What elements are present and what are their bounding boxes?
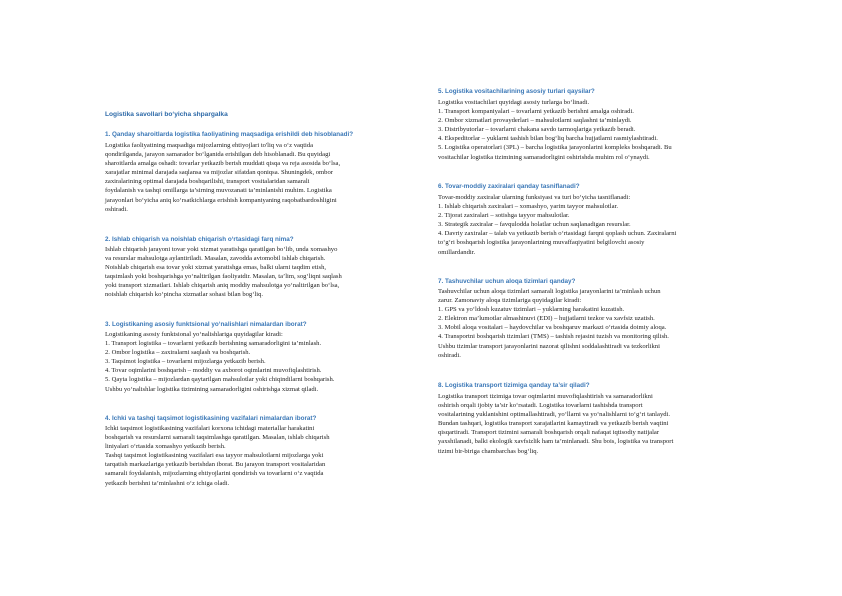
answer-line: Ichki taqsimot logistikasining vazifalari korxona ichidagi materiallar harakatini [105,425,315,432]
question-7-heading: 7. Tashuvchilar uchun aloqa tizimlari qanday? [438,278,576,285]
answer-line: Ishlab chiqarish jarayoni tovar yoki xizmat yaratishga qaratilgan bo‘lib, unda xomashyo [105,246,338,253]
answer-line: foydalanish va tashqi omillarga ta’sirning muvozanati ta’minlanishi muhim. Logistika [105,187,332,195]
answer-line: 1. Transport logistika – tovarlarni yetkazib berishning samaradorligini ta’minlash. [105,340,322,348]
answer-line: vositalarining yuklanishini optimallashtiradi, yo‘llarni va yo‘nalishlarni to‘g‘ri tanlaydi. [438,411,671,419]
answer-line: oshiradi. [105,205,128,213]
answer-line: 2. Tijorat zaxiralari – sotishga tayyor mahsulotlar. [438,212,570,220]
answer-line: 5. Qayta logistika – mijozlardan qaytarilgan mahsulotlar yoki chiqindilarni boshqarish. [105,376,335,384]
answer-line: oshirish orqali ijobiy ta’sir ko‘rsatadi. Logistika tovarlarni tashishda transport [438,402,643,410]
answer-line: xarajatlar minimal darajada saqlansa va mijozlar sifatdan qoniqsa. Shuningdek, ombor [105,169,333,177]
answer-line: 2. Ombor logistika – zaxiralarni saqlash va boshqarish. [105,349,251,357]
answer-line: Logistikaning asosiy funktsional yo‘nalishlariga quyidagilar kiradi: [105,331,283,338]
answer-line: oshiradi. [438,351,461,359]
answer-line: noishlab chiqarish ko‘pincha xizmatlar sohasi bilan bog‘liq. [105,291,264,299]
answer-line: Tashqi taqsimot logistikasining vazifalari esa tayyor mahsulotlarni mijozlarga yoki [105,452,324,460]
answer-line: 4. Davriy zaxiralar – talab va yetkazib berish o‘rtasidagi farqni qoplash uchun. Zaxiralarni [438,230,677,238]
answer-line: vositachilar logistika tizimining samaradorligini oshirishda muhim rol o‘ynaydi. [438,153,650,161]
question-5-answer [438,98,672,162]
answer-line: 3. Strategik zaxiralar – favqulodda holatlar uchun saqlanadigan resurslar. [438,221,631,229]
question-1-answer [105,141,340,214]
answer-line: liniyalari o‘rtasida xomashyo yetkazib berish. [105,443,226,451]
answer-line: 1. Transport kompaniyalari – tovarlarni yetkazib berishni amalga oshiradi. [438,108,634,116]
question-4-answer [105,424,330,488]
answer-line: 4. Ekspeditorlar – yuklarni tashish bilan bog‘liq barcha hujjatlarni rasmiylashtiradi. [438,135,658,143]
document-title: Logistika savollari bo‘yicha shpargalka [105,111,228,118]
answer-line: 3. Mobil aloqa vositalari – haydovchilar va boshqaruv markazi o‘rtasida doimiy aloqa. [438,324,667,332]
question-8-answer [438,392,673,456]
question-7-answer [438,287,669,360]
answer-line: boshqarish va resurslarni samarali taqsimlashga qaratilgan. Masalan, ishlab chiqarish [105,434,330,442]
answer-line: yoki transport xizmatlari. Ishlab chiqarish aniq moddiy mahsulotga yo‘naltirilgan bo‘lsa, [105,282,340,290]
answer-line: Noishlab chiqarish esa tovar yoki xizmat yaratishga emas, balki ularni taqdim etish, [105,264,327,272]
question-5-heading: 5. Logistika vositachilarining asosiy turlari qaysilar? [438,88,595,95]
answer-line: qondirilganda, jarayon samarador bo‘lganida erishilgan deb hisoblanadi. Bu quyidagi [105,151,331,159]
answer-line: Tovar-moddiy zaxiralar ularning funksiyasi va turi bo‘yicha tasniflanadi: [438,194,631,201]
answer-line: tarqatish markazlariga yetkazib berishdan iborat. Bu jarayon transport vositalaridan [105,461,326,469]
answer-line: to‘g‘ri boshqarish logistika jarayonlarining muvaffaqiyatini belgilovchi asosiy [438,239,645,247]
answer-line: samarali foydalanish, mijozlarning ehtiyojlarini qondirish va tovarlarni o‘z vaqtida [105,470,324,478]
question-8-heading: 8. Logistika transport tizimiga qanday ta’sir qiladi? [438,382,590,389]
answer-line: zarur. Zamonaviy aloqa tizimlariga quyidagilar kiradi: [438,297,582,305]
question-2-heading: 2. Ishlab chiqarish va noishlab chiqarish o‘rtasidagi farq nima? [105,236,294,243]
question-4-heading: 4. Ichki va tashqi taqsimot logistikasining vazifalari nimalardan iborat? [105,415,317,422]
answer-line: va resurslar mahsulotga aylantiriladi. Masalan, zavodda avtomobil ishlab chiqarish. [105,255,326,263]
answer-line: Tashuvchilar uchun aloqa tizimlari samarali logistika jarayonlarini ta’minlash uchun [438,288,661,295]
answer-line: Logistika transport tizimiga tovar oqimlarini muvofiqlashtirish va samaradorlikni [438,393,653,400]
answer-line: 1. Ishlab chiqarish zaxiralari – xomashyo, yarim tayyor mahsulotlar. [438,203,618,211]
answer-line: 4. Tovar oqimlarini boshqarish – moddiy va axborot oqimlarini muvofiqlashtirish. [105,367,322,375]
answer-line: Ushbu tizimlar transport jarayonlarini nazorat qilishni soddalashtiradi va tezkorlikni [438,342,660,350]
answer-line: yaxshilanadi, balki ekologik xavfsizlik ham ta’minlanadi. Shu bois, logistika va transport [438,438,674,446]
question-1-heading: 1. Qanday sharoitlarda logistika faoliyatining maqsadiga erishildi deb hisoblanadi? [105,131,354,138]
answer-line: taqsimlash yoki boshqarishga yo‘naltirilgan faoliyatdir. Masalan, ta’lim, sog‘liqni saqlash [105,273,342,281]
answer-line: jarayonlari bo‘yicha aniq ko‘rsatkichlarga erishish kompaniyaning raqobatbardoshligini [105,196,337,204]
answer-line: yetkazib berishni ta’minlashni o‘z ichiga oladi. [105,479,230,487]
answer-line: 2. Elektron ma’lumotlar almashinuvi (EDI) – hujjatlarni tezkor va xavfsiz uzatish. [438,315,655,323]
answer-line: tizimi bir-biriga chambarchas bog‘liq. [438,447,539,455]
answer-line: Logistika vositachilari quyidagi asosiy turlarga bo‘linadi. [438,99,590,106]
answer-line: zaxiralarining optimal darajada boshqarilishi, transport vositalaridan samarali [105,178,310,186]
answer-line: 3. Distribyutorlar – tovarlarni chakana savdo tarmoqlariga yetkazib beradi. [438,126,636,134]
question-3-heading: 3. Logistikaning asosiy funktsional yo‘nalishlari nimalardan iborat? [105,321,307,328]
answer-line: 3. Taqsimot logistika – tovarlarni mijozlarga yetkazib berish. [105,358,266,366]
answer-line: 2. Ombor xizmatlari provayderlari – mahsulotlarni saqlashni ta’minlaydi. [438,117,632,125]
question-3-answer [105,330,334,394]
question-2-answer [105,245,342,300]
answer-line: Logistika faoliyatining maqsadiga mijozlarning ehtiyojlari to'liq va o‘z vaqtida [105,142,314,149]
answer-line: 5. Logistika operatorlari (3PL) – barcha logistika jarayonlarini kompleks boshqaradi. Bu [438,144,672,152]
answer-line: omillardandir. [438,248,476,256]
answer-line: 1. GPS va yo‘ldosh kuzatuv tizimlari – yuklarning harakatini kuzatish. [438,306,625,314]
answer-line: qisqartiradi. Transport tizimini samarali boshqarish orqali nafaqat iqtisodiy natijalar [438,429,660,437]
answer-line: 4. Transportni boshqarish tizimlari (TMS) – tashish rejasini tuzish va monitoring qilish. [438,333,669,341]
question-6-heading: 6. Tovar-moddiy zaxiralari qanday tasniflanadi? [438,183,580,190]
question-6-answer [438,193,676,257]
answer-line: sharoitlarda amalga oshadi: tovarlar yetkazib berish muddati qisqa va reja asosida bo‘lsa, [105,160,341,168]
answer-line: Ushbu yo‘nalishlar logistika tizimining samaradorligini oshirishga xizmat qiladi. [105,385,319,393]
answer-line: Bundan tashqari, logistika transport xarajatlarini kamaytiradi va yetkazib berish vaqtini [438,420,669,428]
